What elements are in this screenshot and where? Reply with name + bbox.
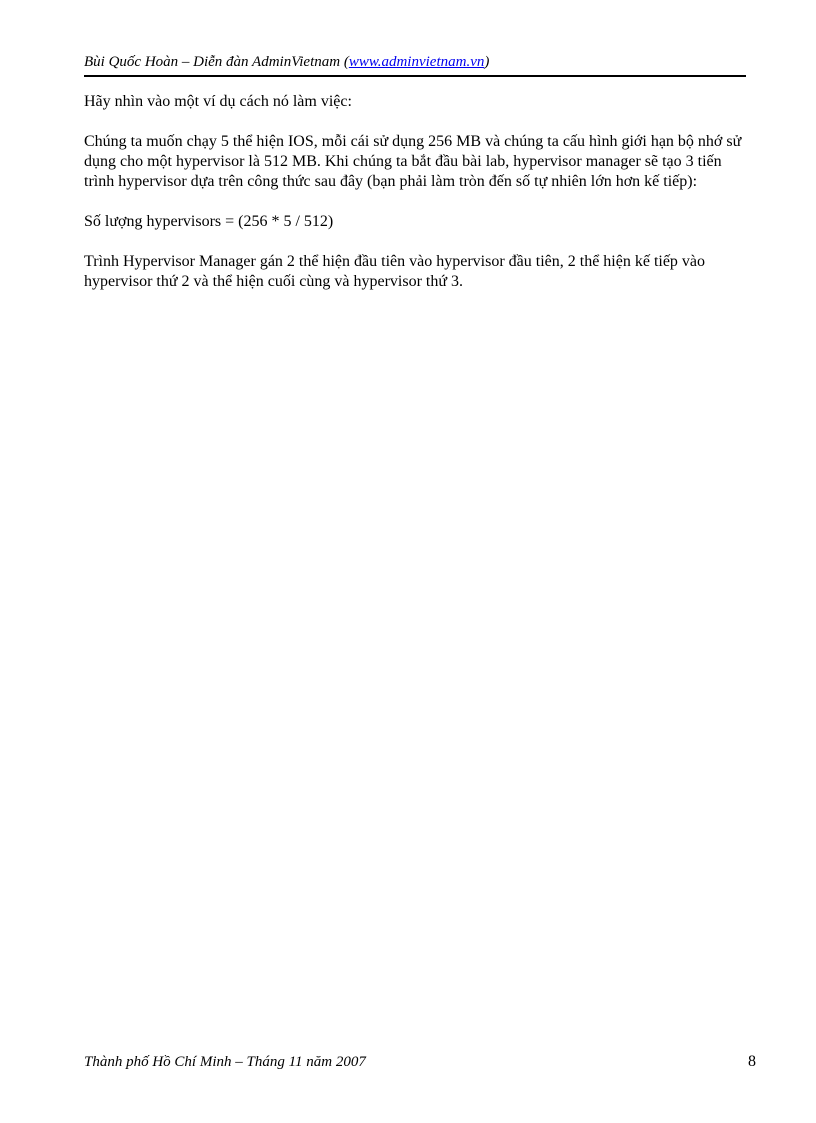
example-paragraph: Chúng ta muốn chạy 5 thể hiện IOS, mỗi cái sử dụng 256 MB và chúng ta cấu hình giới hạn bộ nhớ sử dụng cho một hypervisor là 512 MB. Khi chúng ta bắt đầu bài lab, hypervisor manager sẽ tạo 3 tiến trình hypervisor dựa trên công thức sau đây (bạn phải làm tròn đến số tự nhiên lớn hơn kế tiếp):	[84, 133, 742, 190]
assignment-paragraph: Trình Hypervisor Manager gán 2 thể hiện đầu tiên vào hypervisor đầu tiên, 2 thể hiện kế tiếp vào hypervisor thứ 2 và thể hiện cuối cùng và hypervisor thứ 3.	[84, 253, 706, 290]
page-number: 8	[748, 1053, 756, 1070]
intro-paragraph: Hãy nhìn vào một ví dụ cách nó làm việc:	[84, 93, 352, 110]
document-body	[84, 92, 748, 312]
footer-location-date: Thành phố Hồ Chí Minh – Tháng 11 năm 2007	[84, 1054, 366, 1070]
header-author-forum: Bùi Quốc Hoàn – Diễn đàn AdminVietnam (	[84, 54, 349, 70]
formula-paragraph: Số lượng hypervisors = (256 * 5 / 512)	[84, 213, 334, 230]
header-closing-paren: )	[484, 54, 490, 70]
page-footer	[84, 1052, 756, 1072]
page-header	[84, 52, 746, 72]
header-website-link[interactable]: www.adminvietnam.vn	[348, 54, 485, 70]
header-divider	[84, 75, 746, 77]
